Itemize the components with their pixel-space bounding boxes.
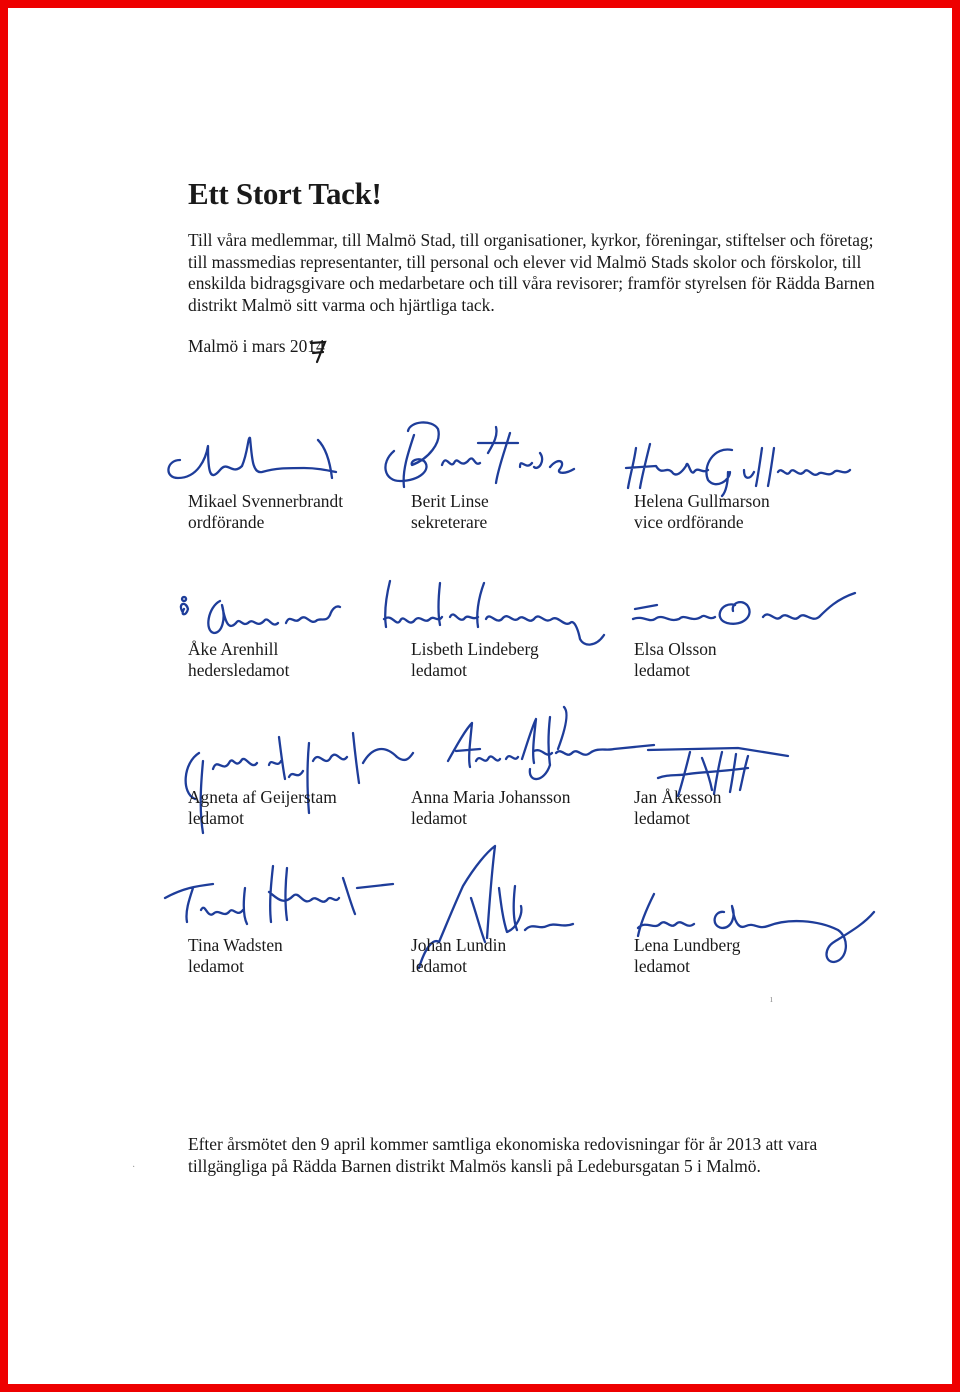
board-member-4 [188,639,289,681]
footer-paragraph: Efter årsmötet den 9 april kommer samtliga ekonomiska redovisningar för år 2013 att vara tillgängliga på Rädda Barnen distrikt Malmös kansli på Ledebursgatan 5 i Malmö. [188,1134,818,1176]
signature-berit-linse [370,413,585,493]
member-name: Helena Gullmarson [634,491,770,511]
page-title: Ett Stort Tack! [188,176,382,211]
intro-paragraph: Till våra medlemmar, till Malmö Stad, till organisationer, kyrkor, föreningar, stiftelser och företag; till massmedias representanter, till personal och elever vid Malmö Stads skolor och förskolor, till enskilda bidragsgivare och medarbetare och till våra revisorer; framför styrelsen för Rädda Barnen distrikt Malmö sitt varma och hjärtliga tack. [188,230,875,315]
dateline-digit: 4 [316,336,325,356]
signature-mikael-svennerbrandt [158,428,358,488]
member-name: Åke Arenhill [188,639,279,659]
board-member-8 [411,787,570,829]
board-member-6 [634,639,717,681]
member-name: Lisbeth Lindeberg [411,639,539,659]
dateline [188,336,328,357]
member-role: ledamot [411,956,468,976]
member-role: ledamot [411,808,468,828]
signature-helena-gullmarson [616,436,856,496]
member-role: vice ordförande [634,512,744,532]
document-page [8,8,952,1384]
signature-anna-maria-johansson [426,703,666,793]
scan-speck: · [132,1162,136,1173]
member-name: Anna Maria Johansson [411,787,571,807]
signature-ake-arenhill [168,583,348,643]
member-name: Elsa Olsson [634,639,717,659]
board-member-3 [634,491,770,533]
scan-speck: ı [770,994,773,1005]
board-member-2 [411,491,489,533]
member-role: ledamot [634,660,691,680]
signature-lisbeth-lindeberg [368,573,618,648]
signature-elsa-olsson [623,583,863,633]
member-role: sekreterare [411,512,488,532]
member-role: ledamot [411,660,468,680]
board-member-9 [634,787,721,829]
member-name: Berit Linse [411,491,489,511]
board-member-7 [188,787,337,829]
board-member-1 [188,491,343,533]
dateline-text: Malmö i mars 201 [188,336,317,356]
member-name: Lena Lundberg [634,935,741,955]
handwritten-date-correction [308,337,332,367]
member-role: ledamot [634,808,691,828]
board-member-11 [411,935,506,977]
member-name: Jan Åkesson [634,787,722,807]
member-role: ledamot [634,956,691,976]
board-member-12 [634,935,740,977]
member-role: hedersledamot [188,660,290,680]
member-name: Johan Lundin [411,935,507,955]
member-role: ledamot [188,808,245,828]
member-name: Mikael Svennerbrandt [188,491,344,511]
member-role: ordförande [188,512,265,532]
member-name: Tina Wadsten [188,935,283,955]
board-member-5 [411,639,539,681]
signature-tina-wadsten [153,848,403,933]
board-member-10 [188,935,283,977]
member-name: Agneta af Geijerstam [188,787,337,807]
member-role: ledamot [188,956,245,976]
